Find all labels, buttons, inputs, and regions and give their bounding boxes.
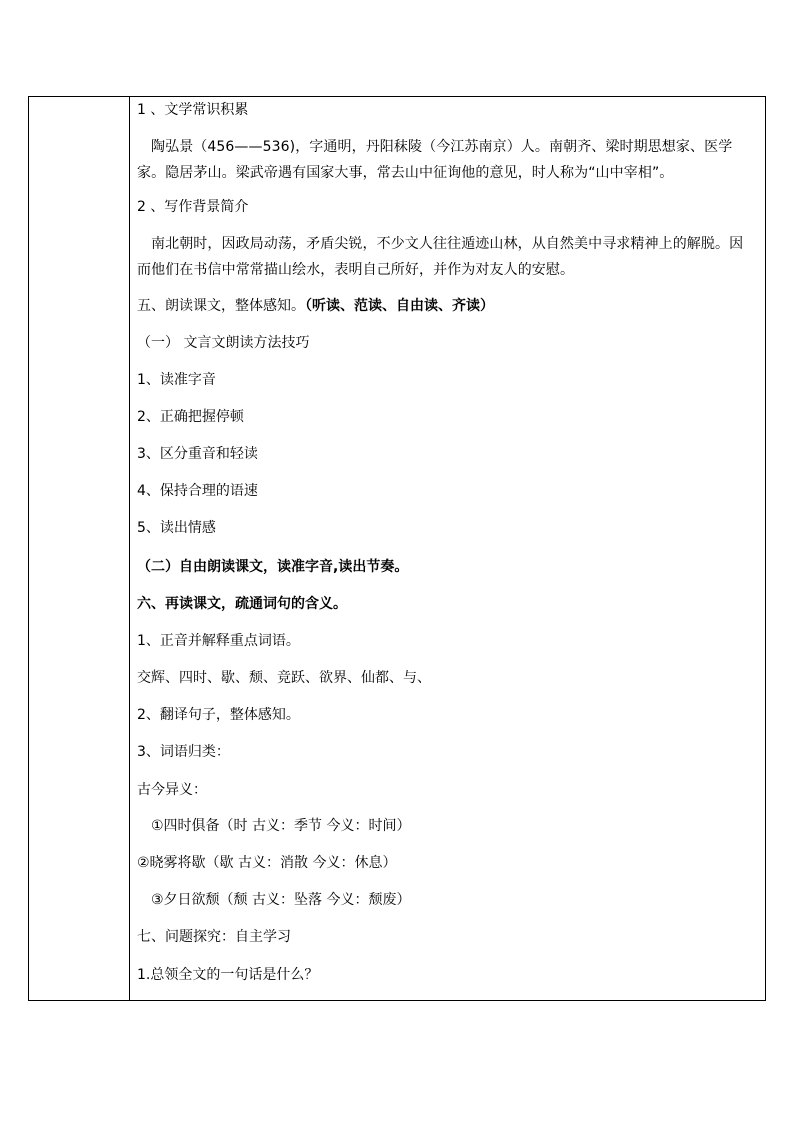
step-1-pronunciation: 1、正音并解释重点词语。	[137, 633, 300, 649]
content-cell	[130, 97, 765, 1000]
ancient-modern-meaning-label: 古今异义：	[137, 782, 207, 798]
section-five-methods: （听读、范读、自由读、齐读）	[305, 298, 494, 314]
subsection-free-reading: （二）自由朗读课文，读准字音,读出节奏。	[137, 559, 409, 575]
step-2-translate: 2、翻译句子，整体感知。	[137, 707, 300, 723]
subsection-reading-tips: （一） 文言文朗读方法技巧	[137, 335, 310, 351]
tip-item-4: 4、保持合理的语速	[137, 483, 258, 499]
tip-item-2: 2、正确把握停顿	[137, 409, 244, 425]
step-3-classify: 3、词语归类：	[137, 744, 230, 760]
tip-item-5: 5、读出情感	[137, 520, 216, 536]
section-five-heading	[137, 296, 494, 316]
question-1: 1.总领全文的一句话是什么？	[137, 967, 319, 983]
section-six-heading: 六、再读课文，疏通词句的含义。	[137, 596, 347, 612]
background-paragraph: 南北朝时，因政局动荡，矛盾尖锐，不少文人往往遁迹山林，从自然美中寻求精神上的解脱。因而他们在书信中常常描山绘水，表明自己所好，并作为对友人的安慰。	[137, 236, 744, 278]
lesson-table	[28, 96, 766, 1001]
section-five-title: 五、朗读课文，整体感知。	[137, 298, 305, 314]
meaning-item-2: ②晓雾将歇（歇 古义：消散 今义：休息）	[137, 855, 397, 871]
tip-item-3: 3、区分重音和轻读	[137, 446, 258, 462]
author-intro-paragraph: 陶弘景（456——536)，字通明，丹阳秣陵（今江苏南京）人。南朝齐、梁时期思想家、医学家。隐居茅山。梁武帝遇有国家大事，常去山中征询他的意见，时人称为“山中宰相”。	[137, 139, 733, 181]
left-column-cell	[29, 97, 130, 1000]
meaning-item-1: ①四时俱备（时 古义：季节 今义：时间）	[151, 818, 411, 834]
section-seven-heading: 七、问题探究：自主学习	[137, 929, 291, 945]
section-heading-literature: 1 、文学常识积累	[137, 102, 249, 118]
tip-item-1: 1、读准字音	[137, 372, 216, 388]
meaning-item-3: ③夕日欲颓（颓 古义：坠落 今义：颓废）	[151, 892, 411, 908]
section-heading-background: 2 、写作背景简介	[137, 199, 249, 215]
key-words-list: 交辉、四时、歇、颓、竞跃、欲界、仙都、与、	[137, 670, 431, 686]
